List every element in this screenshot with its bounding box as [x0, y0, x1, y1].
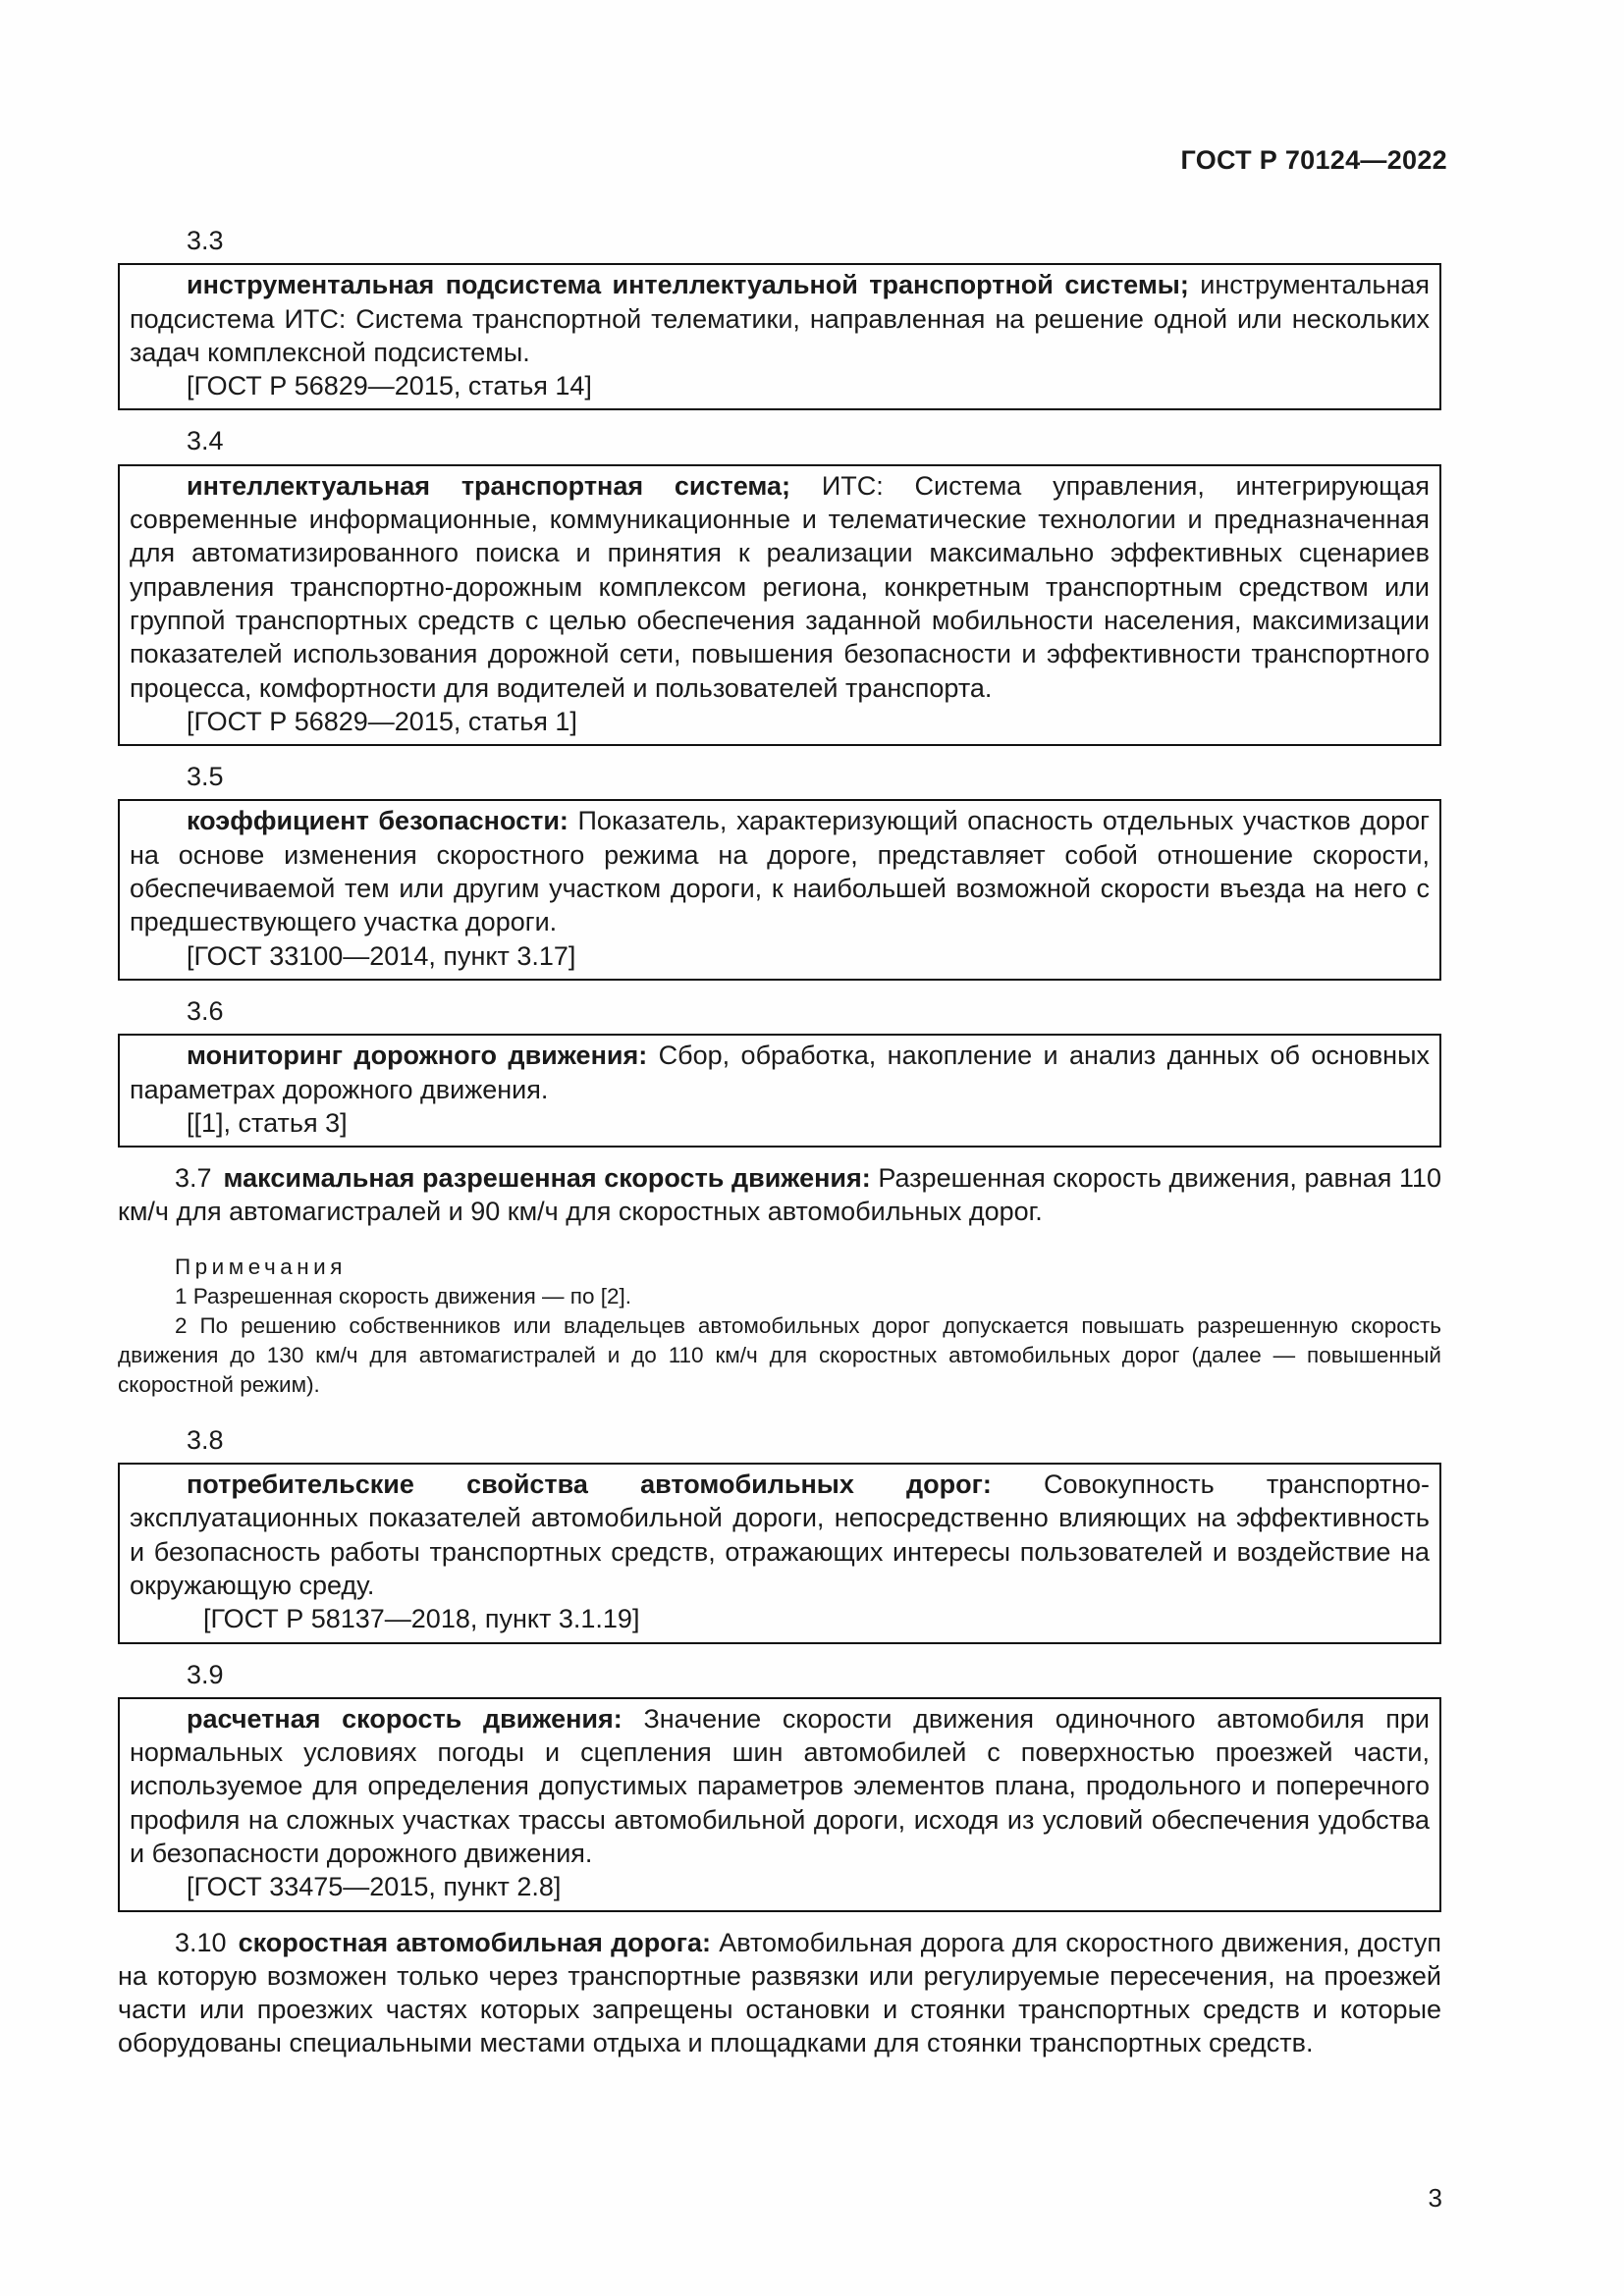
definition-source: [ГОСТ 33475—2015, пункт 2.8]	[187, 1872, 562, 1902]
term: максимальная разрешенная скорость движения:	[223, 1163, 871, 1194]
definition: Значение скорости движения одиночного автомобиля при нормальных условиях погоды и сцепления шин автомобилей с поверхностью проезжей части, используемое для определения допустимых параметров элементов плана, продольного и поперечного профиля на сложных участках трассы автомобильной дороги, исходя из условий обеспечения удобства и безопасности дорожного движения.	[130, 1703, 1431, 1868]
definition-box	[118, 464, 1441, 746]
term: скоростная автомобильная дорога:	[238, 1927, 711, 1957]
notes-title: Примечания	[175, 1254, 347, 1279]
definition-text	[130, 268, 1430, 369]
definition: Совокупность транспортно-эксплуатационных показателей автомобильной дороги, непосредственно влияющих на эффективность и безопасность работы транспортных средств, отражающих интересы пользователей и воздействие на окружающую среду.	[130, 1469, 1430, 1600]
notes-block	[118, 1253, 1441, 1400]
definition-text	[130, 1702, 1430, 1870]
definition-box	[118, 1034, 1441, 1148]
term: мониторинг дорожного движения:	[187, 1041, 648, 1071]
paragraph-text	[118, 1926, 1441, 2060]
entry-number: 3.6	[187, 995, 224, 1026]
definition: инструментальная подсистема ИТС: Система транспортной телематики, направленная на решение одной или нескольких задач комплексной подсистемы.	[130, 270, 1430, 367]
definition-text	[130, 804, 1430, 938]
definition: Сбор, обработка, накопление и анализ данных об основных параметрах дорожного движения.	[130, 1041, 1431, 1104]
paragraph-3-7	[118, 1161, 1441, 1229]
term: инструментальная подсистема интеллектуальной транспортной системы;	[187, 270, 1189, 300]
definition-source: [ГОСТ Р 56829—2015, статья 14]	[187, 371, 592, 401]
definition-box	[118, 799, 1441, 980]
definition: ИТС: Система управления, интегрирующая современные информационные, коммуникационные и телематические технологии и предназначенная для автоматизированного поиска и принятия к реализации максимально эффективных сценариев управления транспортно-дорожным комплексом региона, конкретным транспортным средством или группой транспортных средств с целью обеспечения заданной мобильности населения, максимизации показателей использования дорожной сети, повышения безопасности и эффективности транспортного процесса, комфортности для водителей и пользователей транспорта.	[130, 470, 1430, 703]
definition-text	[130, 1468, 1430, 1602]
entry-number: 3.9	[187, 1659, 224, 1689]
entry-number: 3.8	[187, 1424, 224, 1455]
definition-source: [ГОСТ 33100—2014, пункт 3.17]	[187, 940, 576, 971]
term: интеллектуальная транспортная система;	[187, 470, 791, 501]
entry-number: 3.5	[187, 762, 224, 792]
term: коэффициент безопасности:	[187, 806, 568, 836]
paragraph-3-10	[118, 1926, 1441, 2060]
note-item: 1 Разрешенная скорость движения — по [2].	[175, 1283, 632, 1308]
entry-number: 3.4	[187, 426, 224, 456]
entry-number: 3.3	[187, 226, 224, 255]
term: расчетная скорость движения:	[187, 1703, 623, 1734]
definition-text	[130, 1039, 1430, 1106]
page-content	[118, 224, 1441, 2084]
definition: Показатель, характеризующий опасность отдельных участков дорог на основе изменения скоростного режима на дороге, представляет собой отношение скорости, обеспечиваемой тем или другим участком дороги, к наибольшей возможной скорости въезда на него с предшествующего участка дороги.	[130, 806, 1430, 937]
definition-box	[118, 1463, 1441, 1643]
definition-source: [[1], статья 3]	[187, 1107, 348, 1138]
term: потребительские свойства автомобильных дорог:	[187, 1469, 992, 1500]
definition-source: [ГОСТ Р 56829—2015, статья 1]	[187, 706, 577, 736]
definition-box	[118, 263, 1441, 410]
definition: Автомобильная дорога для скоростного движения, доступ на которую возможен только через транспортные развязки или регулируемые пересечения, на проезжей части или проезжих частях которых запрещены остановки и стоянки транспортных средств и которые оборудованы специальными местами отдыха и площадками для стоянки транспортных средств.	[118, 1927, 1441, 2058]
entry-number: 3.10	[175, 1927, 227, 1957]
definition-text	[130, 469, 1430, 705]
standard-header: ГОСТ Р 70124—2022	[1180, 145, 1447, 175]
page-number: 3	[1428, 2183, 1442, 2213]
definition-source: [ГОСТ Р 58137—2018, пункт 3.1.19]	[203, 1604, 640, 1634]
entry-number: 3.7	[175, 1163, 212, 1194]
definition: Разрешенная скорость движения, равная 110 км/ч для автомагистралей и 90 км/ч для скоростных автомобильных дорог.	[118, 1163, 1441, 1227]
note-item: 2 По решению собственников или владельцев автомобильных дорог допускается повышать разрешенную скорость движения до 130 км/ч для автомагистралей и до 110 км/ч для скоростных автомобильных дорог (далее — повышенный скоростной режим).	[118, 1312, 1441, 1397]
paragraph-text	[118, 1161, 1441, 1229]
definition-box	[118, 1697, 1441, 1912]
